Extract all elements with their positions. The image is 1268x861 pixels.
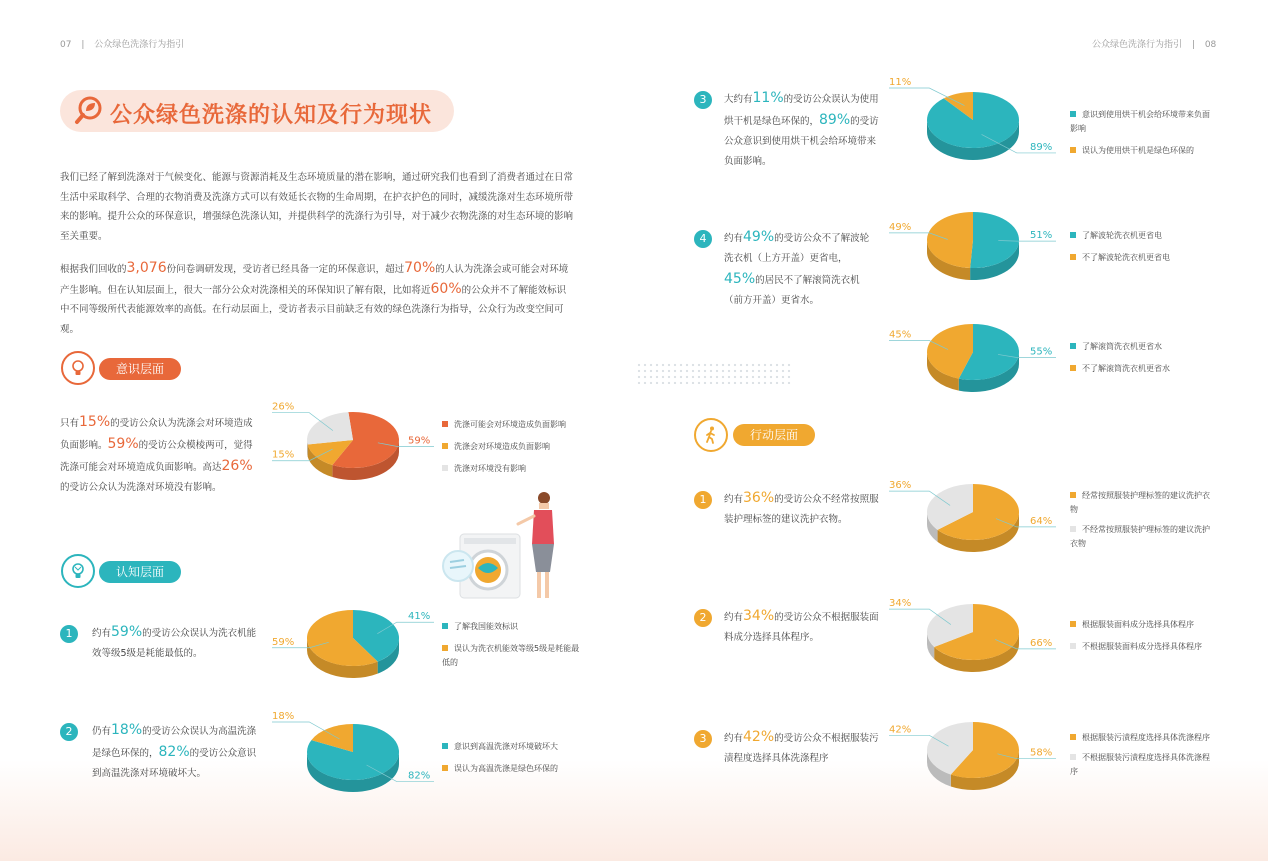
action-text-2: 约有34%的受访公众不根据服装面料成分选择具体程序。 (724, 608, 879, 643)
stat-number: 34% (743, 608, 775, 624)
legend-item: 不经常按照服装护理标签的建议洗护衣物 (1070, 525, 1210, 548)
item-number: 2 (694, 609, 712, 627)
header-right (1092, 37, 1216, 50)
pie-label-0: 82% (408, 770, 431, 782)
pie-label-0: 55% (1030, 346, 1053, 358)
stat-number: 70% (404, 260, 436, 276)
action-text-1: 约有36%的受访公众不经常按照服装护理标签的建议洗护衣物。 (724, 490, 879, 525)
brain-bulb-icon (61, 554, 95, 588)
decorative-dots (636, 362, 792, 384)
legend-item: 洗涤会对环境造成负面影响 (442, 440, 582, 454)
item-number: 3 (694, 730, 712, 748)
intro-paragraph-1: 我们已经了解到洗涤对于气候变化、能源与资源消耗及生态环境质量的潜在影响，通过研究我们也看到了消费者通过在日常生活中采取科学、合理的衣物消费及洗涤方式可以有效延长衣物的生命周期，在护衣护色的同时，减缓洗涤对生态环境所带来的影响。提升公众的环保意识，增强绿色洗涤认知，并提供科学的洗涤行为引导，对于减少衣物洗涤的对生态环境的影响至关重要。 (60, 172, 574, 242)
section-cognition-label: 认知层面 (99, 561, 181, 583)
stat-number: 45% (724, 271, 756, 287)
cognition-text-4: 约有49%的受访公众不了解波轮洗衣机（上方开盖）更省电，45%的居民不了解滚筒洗衣机（前方开盖）更省水。 (724, 229, 870, 306)
search-leaf-icon (74, 94, 106, 130)
page-title: 公众绿色洗涤的认知及行为现状 (110, 103, 433, 128)
stat-number: 15% (79, 414, 111, 430)
pie-label-1: 49% (889, 221, 912, 233)
pie-label-0: 58% (1030, 747, 1053, 759)
action-text-3: 约有42%的受访公众不根据服装污渍程度选择具体洗涤程序 (724, 729, 879, 764)
item-number: 2 (60, 723, 78, 741)
cognition-text-1: 约有59%的受访公众误认为洗衣机能效等级5级是耗能最低的。 (92, 624, 257, 659)
item-number: 1 (60, 625, 78, 643)
page-number-left: 07 (60, 40, 72, 50)
pie-label-0: 66% (1030, 637, 1053, 649)
legend-item: 根据服装面料成分选择具体程序 (1070, 618, 1230, 632)
cognition-text-2: 仍有18%的受访公众误认为高温洗涤是绿色环保的，82%的受访公众意识到高温洗涤对环境破坏大。 (92, 722, 257, 779)
section-awareness-label: 意识层面 (99, 358, 181, 380)
legend-cognition-4b (1070, 340, 1210, 376)
pie-label-0: 89% (1030, 141, 1053, 153)
legend-cognition-4a (1070, 229, 1210, 265)
pie-label-0: 64% (1030, 515, 1053, 527)
chart-awareness (268, 400, 438, 500)
legend-cognition-2 (442, 740, 582, 776)
pie-label-0: 59% (408, 435, 431, 447)
chart-cognition-3-svg (885, 78, 1060, 173)
page-number-right: 08 (1204, 40, 1217, 50)
pie-label-1: 36% (889, 480, 912, 492)
legend-item: 洗涤可能会对环境造成负面影响 (442, 418, 582, 432)
stat-number: 26% (221, 458, 253, 474)
stat-number: 49% (743, 229, 775, 245)
chart-action-3 (885, 708, 1060, 803)
stat-number: 82% (158, 744, 190, 760)
legend-item: 误认为高温洗涤是绿色环保的 (442, 762, 582, 776)
legend-item: 了解波轮洗衣机更省电 (1070, 229, 1210, 243)
stat-number: 11% (752, 90, 784, 106)
legend-item: 了解滚筒洗衣机更省水 (1070, 340, 1210, 354)
legend-item: 误认为使用烘干机是绿色环保的 (1070, 144, 1210, 158)
header-left (60, 37, 184, 50)
walking-person-icon (694, 418, 728, 452)
stat-number: 3,076 (126, 260, 167, 276)
pie-label-0: 51% (1030, 230, 1053, 242)
legend-item: 洗涤对环境没有影响 (442, 462, 582, 476)
section-action-label: 行动层面 (733, 424, 815, 446)
chart-action-2-svg (885, 590, 1060, 685)
chart-cognition-1 (268, 598, 438, 688)
legend-item: 不了解波轮洗衣机更省电 (1070, 251, 1210, 265)
legend-cognition-1 (442, 620, 582, 670)
pie-label-1: 42% (889, 724, 912, 736)
pie-label-1: 59% (272, 636, 295, 648)
legend-awareness (442, 418, 582, 476)
legend-item: 不根据服装面料成分选择具体程序 (1070, 640, 1230, 654)
chart-cognition-4b (885, 310, 1060, 405)
chart-cognition-2 (268, 712, 438, 802)
item-number: 1 (694, 491, 712, 509)
chart-cognition-1-svg (268, 598, 438, 688)
item-number: 4 (694, 230, 712, 248)
stat-number: 36% (743, 490, 775, 506)
stat-number: 59% (111, 624, 143, 640)
legend-item: 了解我国能效标识 (442, 620, 582, 634)
chart-cognition-4b-svg (885, 310, 1060, 405)
legend-item: 意识到高温洗涤对环境破坏大 (442, 740, 582, 754)
chart-cognition-4a-svg (885, 198, 1060, 293)
chart-awareness-svg (268, 400, 438, 500)
legend-item: 根据服装污渍程度选择具体洗涤程序 (1070, 731, 1210, 745)
chart-action-1 (885, 470, 1060, 565)
stat-number: 60% (430, 280, 462, 297)
cognition-text-3: 大约有11%的受访公众误认为使用烘干机是绿色环保的，89%的受访公众意识到使用烘干机会给环境带来负面影响。 (724, 90, 879, 167)
item-number: 3 (694, 91, 712, 109)
stat-number: 59% (107, 436, 139, 452)
header-separator: | (81, 40, 85, 50)
chart-action-3-svg (885, 708, 1060, 803)
legend-item: 不根据服装污渍程度选择具体洗涤程序 (1070, 753, 1210, 776)
pie-label-1: 11% (889, 78, 912, 88)
legend-item: 误认为洗衣机能效等级5级是耗能最低的 (442, 644, 580, 667)
legend-item: 不了解滚筒洗衣机更省水 (1070, 362, 1210, 376)
awareness-text: 只有15%的受访公众认为洗涤会对环境造成负面影响。59%的受访公众模棱两可，觉得洗涤可能会对环境造成负面影响。高达26%的受访公众认为洗涤对环境没有影响。 (60, 414, 253, 493)
stat-number: 89% (819, 112, 851, 128)
legend-action-2 (1070, 618, 1230, 654)
header-title-left: 公众绿色洗涤行为指引 (94, 40, 185, 50)
chart-action-1-svg (885, 470, 1060, 565)
header-separator: | (1191, 40, 1195, 50)
legend-action-3 (1070, 731, 1210, 779)
washing-machine-illustration (438, 488, 568, 608)
chart-cognition-4a (885, 198, 1060, 293)
pie-label-1: 45% (889, 329, 912, 341)
chart-cognition-2-svg (268, 712, 438, 802)
chart-action-2 (885, 590, 1060, 685)
pie-label-0: 41% (408, 611, 431, 623)
legend-action-1 (1070, 489, 1210, 551)
legend-cognition-3 (1070, 108, 1210, 158)
lightbulb-icon (61, 351, 95, 385)
legend-item: 意识到使用烘干机会给环境带来负面影响 (1070, 110, 1210, 133)
chart-cognition-3 (885, 78, 1060, 173)
pie-label-2: 26% (272, 401, 295, 413)
stat-number: 18% (111, 722, 143, 738)
legend-item: 经常按照服装护理标签的建议洗护衣物 (1070, 491, 1210, 514)
pie-label-1: 34% (889, 598, 912, 610)
pie-label-1: 15% (272, 449, 295, 461)
header-title-right: 公众绿色洗涤行为指引 (1092, 40, 1183, 50)
stat-number: 42% (743, 729, 775, 745)
pie-label-1: 18% (272, 712, 295, 722)
intro-paragraph-2: 根据我们回收的3,076份问卷调研发现，受访者已经具备一定的环保意识，超过70%的人认为洗涤会或可能会对环境产生影响。但在认知层面上，很大一部分公众对洗涤相关的环保知识了解有限，比如将近60%的公众并不了解能效标识中不同等级所代表能源效率的高低。在行动层面上，受访者表示目前缺乏有效的绿色洗涤行为指导，公众行为改变空间可观。 (60, 260, 569, 335)
